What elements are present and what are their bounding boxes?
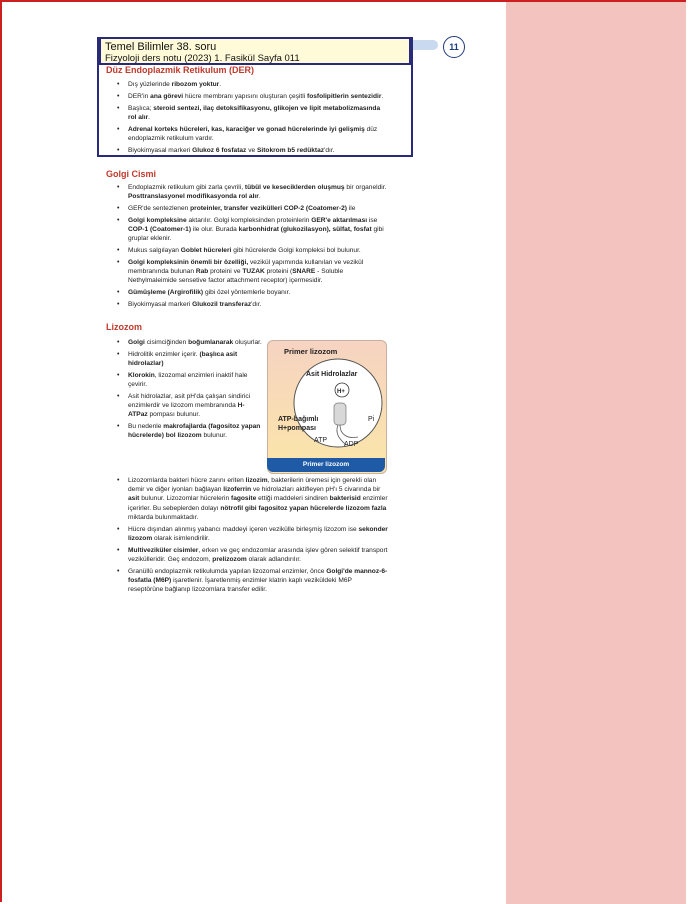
list-item [106, 246, 388, 255]
lizozom-diagram [268, 341, 386, 473]
source-note [99, 37, 411, 65]
bold-text: Golgi kompleksine [128, 216, 187, 224]
list-item [106, 104, 388, 122]
list-item [106, 204, 388, 213]
text: 'dır. [324, 146, 335, 154]
bold-text: nötrofil gibi fagositoz yapan hücrelerde lizozom fazla [220, 504, 387, 512]
lizozom-list [106, 476, 388, 597]
text: oluşurlar. [233, 339, 262, 346]
text: Mukus salgılayan [128, 247, 181, 254]
bold-text: makrofajlarda (fagositoz yapan hücrelerde) bol lizozom [128, 423, 261, 440]
bold-text: Posttranslasyonel modifikasyonda rol alır [128, 193, 259, 201]
bold-text: ana görevi [150, 92, 184, 100]
bold-text: Multiveziküler cisimler [128, 546, 199, 554]
side-panel [506, 2, 686, 904]
bold-text: fagosite [231, 495, 257, 503]
text: Hidrolitik enzimler içerir. [128, 350, 200, 358]
text: . [258, 193, 261, 201]
bold-text: ribozom yoktur [171, 81, 220, 88]
bold-text: SNARE [292, 268, 316, 275]
bold-text: lizozim [245, 477, 268, 484]
list-item [106, 546, 388, 564]
bold-text: Adrenal korteks hücreleri, kas, karaciğer ve gonad hücrelerinde iyi gelişmiş [128, 125, 365, 133]
bold-text: TUZAK [242, 268, 265, 275]
text: ve hidrolazları aktifleyen pH'ı 5 civarında bir [251, 486, 381, 494]
text: ile olur. Burada [191, 226, 239, 233]
text: ettiği maddeleri sindiren [256, 495, 330, 503]
text: miktarda bulunmaktadır. [128, 513, 199, 521]
list-item [106, 92, 388, 101]
text: işaretlenir. İşaretlenmiş enzimler klatrin kaplı veziküldeki M6P reseptörüne bağlanıp lizozomlara transfer edilir. [128, 576, 352, 594]
bold-text: H-ATPaz [128, 402, 245, 419]
list-item [106, 80, 388, 89]
bold-text: prelizozom [212, 555, 247, 563]
bold-text: COP-1 (Coatomer-1) [128, 226, 192, 233]
bold-text: proteinler, transfer vezikülleri COP-2 (Coatomer-2) [190, 205, 347, 212]
bold-text: Rab [195, 268, 209, 275]
bold-text: tübül ve keseciklerden oluşmuş [244, 184, 345, 191]
text: Endoplazmik retikulum gibi zarla çevrili, [128, 184, 245, 191]
source-note-subtitle: Fizyoloji ders notu (2023) 1. Fasikül Sayfa 011 [105, 53, 300, 64]
text: vezikül yapımında kullanılan ve vezikül membranında bulunan [128, 258, 364, 275]
text: gibi hücrelerde Golgi kompleksi bol bulunur. [231, 247, 361, 254]
text: enzimler içerirler. Bu sebeplerden dolayı [128, 495, 388, 512]
bold-text: Gümüşleme (Argirofilik) [128, 289, 204, 296]
der-list [106, 80, 388, 157]
text: Biyokimyasal markeri [128, 300, 193, 308]
bold-text: steroid sentezi, ilaç detoksifikasyonu, glikojen ve lipit metabolizmasında rol alır [128, 104, 381, 121]
text: Başlıca; [128, 104, 154, 112]
text: proteini ve [208, 268, 243, 275]
text: GER'de sentezlenen [128, 205, 191, 212]
text: DER'in [128, 92, 151, 100]
text: aktarılır. Golgi kompleksinden proteinlerin [186, 216, 312, 224]
bold-text: Klorokin [128, 371, 155, 379]
text: . [219, 81, 222, 88]
heading-der: Düz Endoplazmik Retikulum (DER) [106, 65, 255, 75]
text: olarak isimlendirilir. [152, 534, 210, 542]
text: , erken ve geç endozomlar arasında işlev gören selektif transport vezikülleridir. Geç endozom, [128, 546, 388, 563]
bold-text: Golgi [128, 339, 145, 346]
text: ve [246, 146, 257, 154]
text: ile [346, 205, 356, 212]
bold-text: (başlıca asit hidrolazlar) [128, 350, 238, 367]
list-item [106, 567, 388, 595]
text: cisimciğinden [144, 339, 189, 346]
text: bulunur. Lizozomlar hücrelerin [139, 495, 232, 503]
list-item [106, 350, 262, 368]
text: Granüllü endoplazmik retikulumda yapılan lizozomal enzimler, önce [128, 567, 327, 575]
figure-title: Primer lizozom [284, 347, 338, 356]
source-note-title: Temel Bilimler 38. soru [105, 41, 217, 53]
text: . [381, 92, 384, 100]
bold-text: lizoferrin [223, 486, 252, 494]
list-item [106, 525, 388, 543]
adp-label: ADP [344, 441, 359, 448]
text: , bakterilerin üremesi için gerekli olan demir ve diğer iyonları bağlayan [128, 477, 377, 494]
list-item [106, 300, 388, 309]
bold-text: bakterisid [329, 495, 361, 503]
figure-caption: Primer lizozom [267, 458, 385, 472]
pump-label-1: ATP-bağımlı [278, 416, 319, 423]
text: 'dır. [251, 300, 262, 308]
bold-text: Glukozil transferaz [192, 300, 252, 308]
text: Asit hidrolazlar, asit pH'da çalışan sindirici enzimlerdir ve lizozom membranında [128, 392, 251, 409]
text: Dış yüzlerinde [128, 81, 172, 88]
bold-text: Golgi kompleksinin önemli bir özelliği, [128, 258, 249, 266]
list-item [106, 146, 388, 155]
text: hücre membranı yapısını oluşturan çeşitli [183, 92, 308, 100]
pi-label: Pi [368, 416, 375, 423]
bold-text: asit [128, 495, 140, 503]
heading-lizozom: Lizozom [106, 322, 142, 332]
lizozom-side-list [106, 338, 262, 443]
text: düz endoplazmik retikulum vardır. [128, 125, 378, 142]
bold-text: GER'e aktarılması [311, 216, 368, 224]
bold-text: Glukoz 6 fosfataz [192, 146, 247, 154]
list-item [106, 392, 262, 420]
bold-text: Sitokrom b5 redüktaz [257, 146, 325, 154]
list-item [106, 476, 388, 522]
pump-channel [334, 403, 346, 425]
text: bulunur. [201, 432, 227, 440]
bold-text: karbonhidrat (glukozilasyon), sülfat, fosfat [238, 226, 372, 233]
golgi-list [106, 183, 388, 312]
text: ise [367, 216, 378, 224]
bold-text: Golgi'de mannoz-6- fosfatla (M6P) [128, 567, 388, 584]
page-number: 11 [443, 36, 465, 58]
bold-text: boğumlanarak [188, 339, 234, 346]
text: . [148, 113, 150, 121]
list-item [106, 338, 262, 347]
text: Bu nedenle [128, 423, 164, 430]
text: Biyokimyasal markeri [128, 146, 193, 154]
list-item [106, 288, 388, 297]
text: Hücre dışından alınmış yabancı maddeyi içeren vezikülle birleşmiş lizozom ise [128, 525, 359, 533]
text: olarak adlandırılır. [246, 555, 301, 563]
bold-text: sekonder lizozom [128, 525, 388, 542]
pump-label-2: H+pompası [278, 425, 316, 432]
list-item [106, 183, 388, 201]
list-item [106, 258, 388, 286]
text: Lizozomlarda bakteri hücre zarını eriten [128, 477, 246, 484]
h-plus-inner: H+ [337, 389, 345, 395]
bold-text: Goblet hücreleri [180, 247, 232, 254]
list-item [106, 216, 388, 244]
list-item [106, 422, 262, 440]
primer-lizozom-figure [267, 340, 387, 474]
bold-text: fosfolipitlerin sentezidir [307, 92, 382, 100]
list-item [106, 371, 262, 389]
inner-label: Asit Hidrolazlar [306, 371, 358, 378]
heading-golgi: Golgi Cismi [106, 169, 157, 179]
text: pompası bulunur. [147, 411, 201, 419]
list-item [106, 125, 388, 143]
text: proteini ( [264, 268, 293, 275]
atp-label: ATP [314, 437, 328, 444]
text: bir organeldir. [344, 184, 387, 191]
text: - Soluble Nethylmaleimide sensetive factor attachment receptor) içermesidir. [128, 268, 344, 285]
text: , lizozomal enzimleri inaktif hale çevirir. [128, 371, 248, 388]
text: gibi gruplar eklenir. [128, 226, 384, 243]
text: gibi özel yöntemlerle boyanır. [203, 289, 291, 296]
